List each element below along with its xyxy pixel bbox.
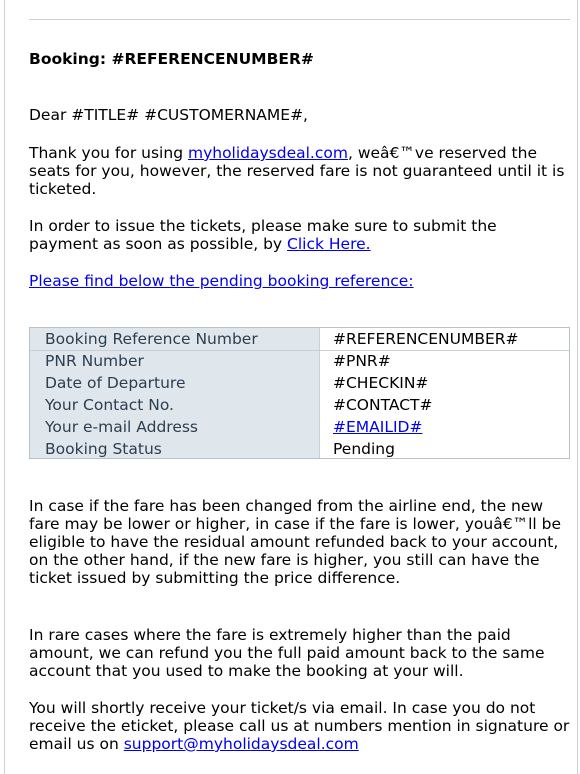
fare-change-line: fare may be lower or higher, in case if the fare is lower, youâ€™ll be	[29, 515, 562, 533]
issue-line-1: In order to issue the tickets, please make sure to submit the	[29, 217, 497, 235]
row-label: Booking Reference Number	[45, 330, 258, 348]
row-label: Your Contact No.	[45, 396, 174, 414]
row-label: PNR Number	[45, 352, 144, 370]
intro-text-rest: , weâ€™ve reserved the	[347, 144, 537, 162]
pending-reference-paragraph	[29, 272, 574, 290]
fare-change-paragraph	[29, 497, 574, 587]
row-value: #PNR#	[333, 352, 391, 370]
rare-cases-paragraph	[29, 626, 574, 680]
intro-text: Thank you for using	[29, 144, 188, 162]
row-value: #REFERENCENUMBER#	[333, 330, 519, 348]
table-row	[30, 438, 569, 460]
greeting: Dear #TITLE# #CUSTOMERNAME#,	[29, 106, 308, 124]
issue-paragraph	[29, 217, 574, 253]
row-label: Booking Status	[45, 440, 162, 458]
rare-cases-line: In rare cases where the fare is extremely higher than the paid	[29, 626, 511, 644]
table-row	[30, 416, 569, 438]
rare-cases-line: account that you used to make the booking at your will.	[29, 662, 464, 680]
closing-line-1: You will shortly receive your ticket/s via email. In case you do not	[29, 699, 536, 717]
email-id-link[interactable]: #EMAILID#	[333, 418, 423, 436]
fare-change-line: eligible to have the residual amount refunded back to your account,	[29, 533, 559, 551]
booking-table	[29, 327, 570, 459]
row-value: Pending	[333, 440, 395, 458]
row-value: #CHECKIN#	[333, 374, 429, 392]
table-row	[30, 394, 569, 416]
table-row	[30, 350, 569, 372]
click-here-link[interactable]: Click Here.	[287, 235, 371, 253]
closing-text: email us on	[29, 735, 124, 753]
intro-paragraph	[29, 144, 574, 198]
rare-cases-line: amount, we can refund you the full paid amount back to the same	[29, 644, 545, 662]
intro-line-3: ticketed.	[29, 180, 97, 198]
row-value: #CONTACT#	[333, 396, 433, 414]
website-link[interactable]: myholidaysdeal.com	[187, 144, 348, 162]
closing-paragraph	[29, 699, 574, 753]
table-row	[30, 328, 569, 350]
fare-change-line: ticket issued by submitting the price difference.	[29, 569, 401, 587]
fare-change-line: In case if the fare has been changed from the airline end, the new	[29, 497, 544, 515]
fare-change-line: on the other hand, if the new fare is higher, you still can have the	[29, 551, 540, 569]
intro-line-2: seats for you, however, the reserved fare is not guaranteed until it is	[29, 162, 565, 180]
top-divider	[29, 19, 570, 20]
table-row	[30, 372, 569, 394]
issue-text: payment as soon as possible, by	[29, 235, 288, 253]
pending-reference-link[interactable]: Please find below the pending booking reference:	[29, 272, 414, 290]
booking-heading: Booking: #REFERENCENUMBER#	[29, 50, 314, 68]
row-label: Date of Departure	[45, 374, 186, 392]
closing-line-2: receive the eticket, please call us at numbers mention in signature or	[29, 717, 570, 735]
support-email-link[interactable]: support@myholidaysdeal.com	[123, 735, 359, 753]
row-label: Your e-mail Address	[45, 418, 199, 436]
